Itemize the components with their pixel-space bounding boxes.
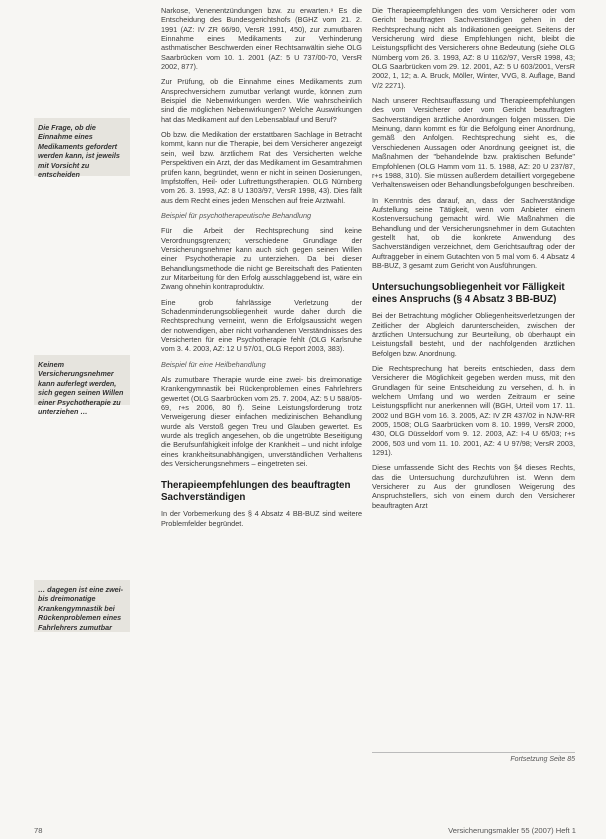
section-heading: Untersuchungsobliegenheit vor Fälligkeit eines Anspruchs (§ 4 Absatz 3 BB-BUZ) [372, 282, 565, 305]
paragraph: In Kenntnis des darauf, an, dass der Sachverständige Aufstellung seine Tätigkeit, wenn vom Anbieter einem Kostenversuchung gemacht wird. Wie Maßnahmen die Behandlung und der Versicherungsnehmer in dem Gutachten gestellt hat, ob die konkrete Anwendung des Sachverständigen verzeichnet, dem Gerichtsauftrag oder der Auftraggeber in einem Gutachten von 5 mal vom 6. 4 Absatz 4 BB-BUZ, 3 gesamt zum Gericht von Ausführungen. [372, 195, 575, 270]
page-number: 78 [34, 826, 43, 835]
margin-note-text: Die Frage, ob die Einnahme eines Medikaments gefordert werden kann, ist jeweils mit Vorsicht zu entscheiden [38, 123, 120, 180]
paragraph: Diese umfassende Sicht des Rechts von §4 dieses Rechts, das die Untersuchung durchzuführen ist. Wenn dem Versicherer zu Aus der grundlosen Weigerung des Anspruchstellers, sich von einem durch den Versicherer beauftragten Arzt [372, 463, 575, 510]
paragraph: Bei der Betrachtung möglicher Obliegenheitsverletzungen der Zeitlicher der Abgleich darunterscheiden, zwischen der ärztlichen Untersuchung zur Beurteilung, ob überhaupt ein Leistungsfall besteht, und der nachfolgenden ärztlichen Befolgen bzw. Anordnung. [372, 311, 575, 358]
continuation-note: Fortsetzung Seite 85 [510, 756, 575, 763]
margin-note-text: Keinem Versicherungsnehmer kann auferlegt werden, sich gegen seinen Willen einer Psychotherapie zu unterziehen … [38, 360, 124, 417]
margin-note-medication [34, 118, 130, 180]
section-heading: Therapieempfehlungen des beauftragten Sachverständigen [161, 480, 351, 503]
subheading-example: Beispiel für psychotherapeutische Behandlung [161, 210, 312, 220]
paragraph: Für die Arbeit der Rechtsprechung sind keine Verordnungsgrenzen; verschiedene Grundlage der Versicherungsnehmer kann auch sich gegen seinen Willen einer Psychotherapie zu unterziehen. Da bei dieser Behandlungsmethode die nicht ge Bereitschaft des Patienten zur Mitarbeitung für den Erfolg ausschlaggebend ist, wäre ein Zwang ohnehin kontraproduktiv. [161, 226, 362, 292]
paragraph: Ob bzw. die Medikation der erstattbaren Sachlage in Betracht kommt, kann nur die Therapie, bei dem Versicherer angezeigt sein, weil bzw. ärztlichem Rat des Versicherten welche Perspektiven ein Arzt, der das Medikament im Gesamtrahmen prüfen kann, begründet, wenn er nicht in seinen Dosierungen, Impfstoffen, Heil- oder Luftrettungstherapien. OLG Nürnberg vom 26. 3. 1993, AZ: 8 U 1303/97, VersR 1998, 43). Dies fällt aus dem Recht eines jeden Menschen auf freie Arztwahl. [161, 130, 362, 205]
margin-note-text: … dagegen ist eine zwei- bis dreimonatige Krankengymnastik bei Rückenproblemen eines Fahrlehrers zumutbar [38, 585, 124, 632]
paragraph: Narkose, Venenentzündungen bzw. zu erwarten.⁹ Es die Entscheidung des Bundesgerichtshofs (BGHZ vom 21. 2. 1991 (AZ: IV ZR 66/90, VersR 1991, 450), zur zumutbaren Einnahme eines Medikaments zur Verhinderung asthmatischer Beschwerden einer Rechtsanwältin siehe OLG Saarbrücken vom 10. 1. 2001 (AZ: 5 U 737/00-70, VersR 2002, 877). [161, 6, 362, 72]
subheading-example: Beispiel für eine Heilbehandlung [161, 359, 266, 369]
paragraph: Die Rechtsprechung hat bereits entschieden, dass dem Versicherer die Möglichkeit gegeben werden muss, mit den Grundlagen für seine Entscheidung zu versehen, d. h. in welchem Umfang und wo werden Zeitraum er seine Leistungspflicht nur anerkennen will (BGH, Urteil vom 17. 11. 2002 und BGH vom 16. 3. 2005, AZ: IV ZR 437/02 in NJW-RR 2005, 1508; OLG Saarbrücken vom 8. 10. 1999, VersR 2000, 430, OLG Düsseldorf vom 9. 12. 2003, AZ: I-4 U 65/03; r+s 2006, 503 und vom 11. 10. 2001, AZ: 4 U 97/98; VersR 2003, 1291). [372, 364, 575, 458]
journal-footer: Versicherungsmakler 55 (2007) Heft 1 [448, 826, 576, 835]
paragraph: Die Therapieempfehlungen des vom Versicherer oder vom Gericht beauftragten Sachverständigen gehen in der Rechtsprechung nicht als Indikationen geeignet. Seitens der Versicherung wird diese Empfehlungen nicht, bleibt die Leistungspflicht des Versicherers ohne Bedeutung (siehe OLG Nürnberg vom 26. 3. 1993, AZ: 8 U 1162/97, VersR 1998, 43; OLG Saarbrücken vom 29. 12. 2001, AZ: 5 U 603/2001, VersR 2002, 1, 12; a. A. Bruck, Möller, Winter, VVG, 8. Auflage, Band V/2 2271). [372, 6, 575, 90]
paragraph: Eine grob fahrlässige Verletzung der Schadenminderungsobliegenheit wurde daher durch die Rechtsprechung verneint, wenn die Erfolgsaussicht wegen der notwendigen, aber nicht vorhandenen Verständnisses des Versicherten für eine Psychotherapie fehlt (OLG Karlsruhe vom 3. 4. 2003, AZ: 12 U 57/01, OLG Report 2003, 383). [161, 297, 362, 354]
margin-note-psychotherapy [34, 355, 130, 417]
paragraph: Als zumutbare Therapie wurde eine zwei- bis dreimonatige Krankengymnastik bei Rückenproblemen eines Fahrlehrers gewertet (OLG Saarbrücken vom 25. 7. 2004, AZ: 5 U 588/05-69, r+s 2006, 80 f). Seine Leistungsforderung trotz Verweigerung dieser einfachen medizinischen Behandlung wurde als Verstoß gegen Treu und Glauben gewertet. Es wurde als treglich angesehen, ob die ungetrübte Beseitigung die Berufsunfähigkeit infolge der Krankheit – und nicht infolge eines krankheitsunabhängigen, unverständlichen Verhaltens des Versicherungsnehmers – eingetreten sei. [161, 375, 362, 469]
paragraph: Zur Prüfung, ob die Einnahme eines Medikaments zum Ansprechversichern zumutbar verlangt wurde, können zum Beispiel die Nebenwirkungen werden. Wie wahrscheinlich sind die möglichen Nebenwirkungen? Welche Auswirkungen hat das Medikament auf den Lebensablauf und Beruf? [161, 77, 362, 124]
paragraph: Nach unserer Rechtsauffassung und Therapieempfehlungen des vom Versicherer oder vom Gericht beauftragten Sachverständigen ärztliche Anordnungen folgen müssen. Die Meinung, dann kommt es für die Befolgung einer Anordnung, gemäß den Anfolgen. Rechtsprechung sieht es, die Verschiedenen Aussagen oder Anordnung geeignet ist, die Maßnahmen der "behandelnde bzw. praktischen Befunde" Empfohlenen (OLG Hamm vom 11. 5. 1988, AZ: 20 U 237/87, r+s 1988, 310). Sie müssen außerdem detailliert vorgegebene Verhaltensweisen oder Behandlungsbefolgungen beschreiben. [372, 96, 575, 190]
divider [372, 752, 575, 753]
left-column [161, 6, 362, 534]
paragraph: In der Vorbemerkung des § 4 Absatz 4 BB-BUZ sind weitere Problemfelder begründet. [161, 509, 362, 528]
margin-note-physiotherapy [34, 580, 130, 632]
right-column [372, 6, 575, 516]
